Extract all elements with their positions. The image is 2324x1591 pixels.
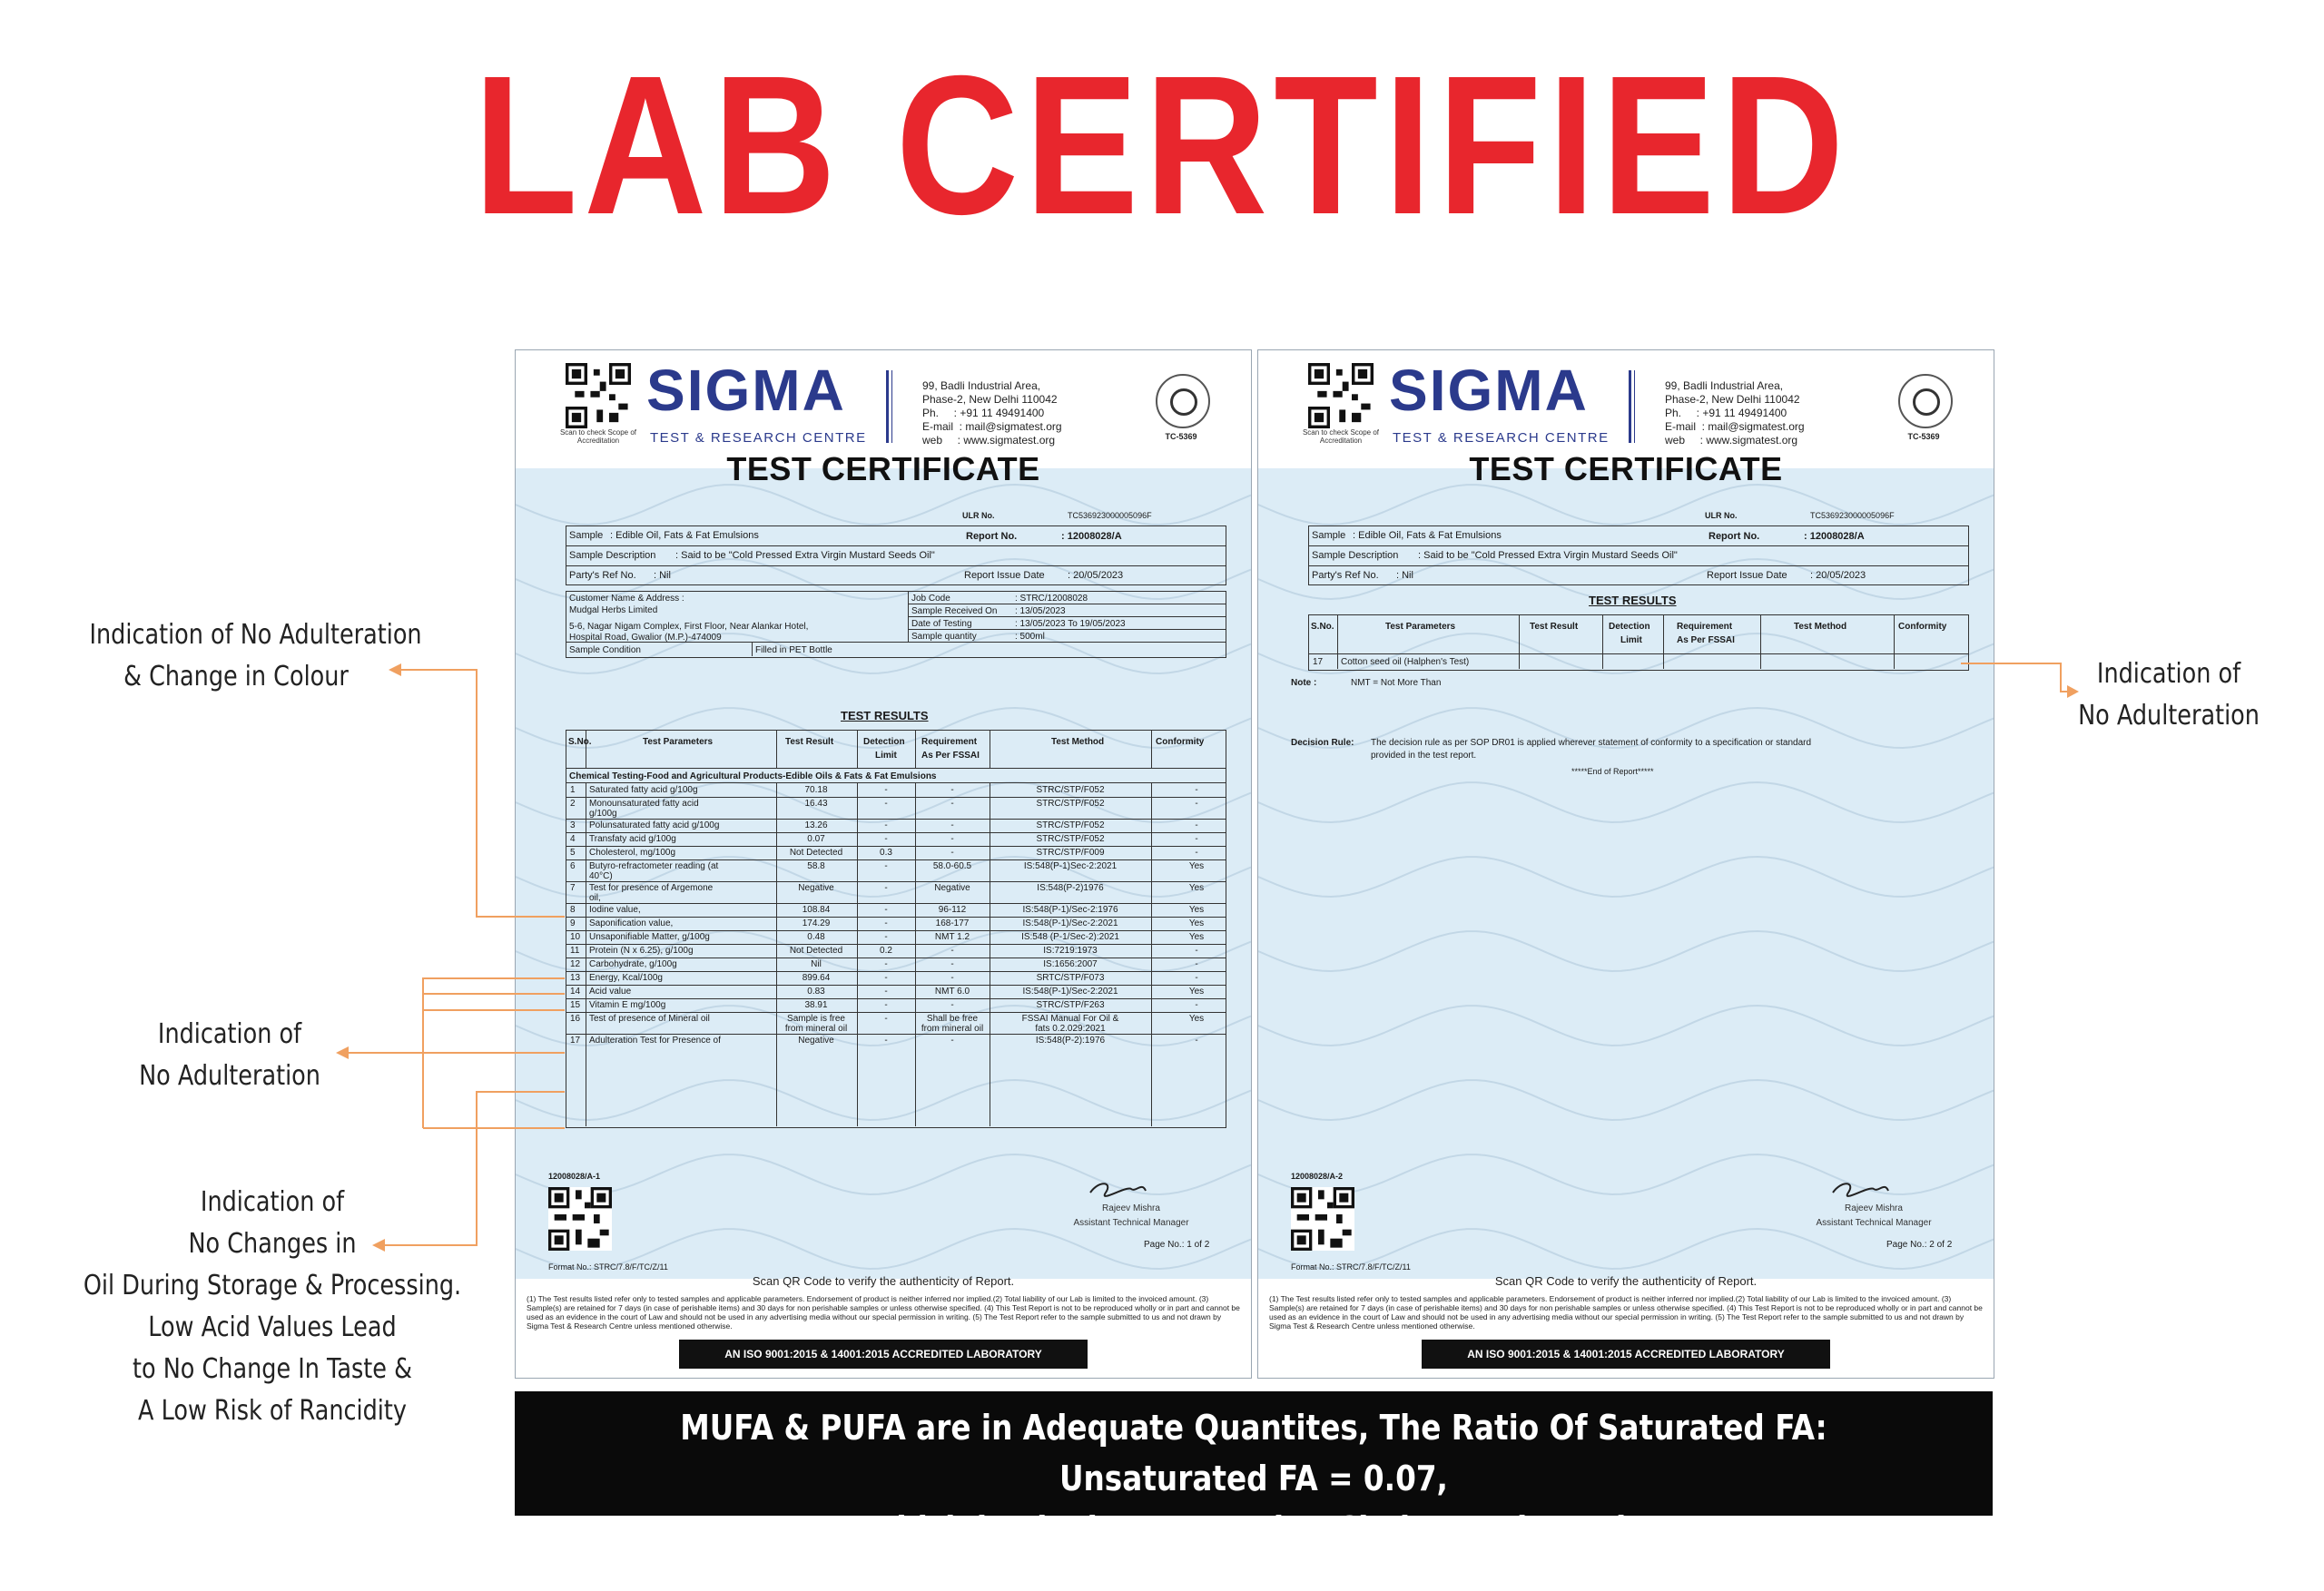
col-sno: S.No.: [568, 737, 592, 747]
row-6-req: 58.0-60.5: [932, 861, 972, 871]
col-req-2: As Per FSSAI: [921, 751, 980, 761]
row-1-method: STRC/STP/F052: [1036, 785, 1105, 795]
row-10-method: IS:548 (P-1/Sec-2):2021: [1021, 932, 1119, 942]
row-9-conf: Yes: [1188, 918, 1205, 928]
row-12-conf: -: [1195, 959, 1198, 969]
row-1-conf: -: [1195, 785, 1198, 795]
row-6-param2: 40°C): [589, 871, 613, 881]
sample-received-value: : 13/05/2023: [1015, 606, 1066, 616]
col-param: Test Parameters: [643, 737, 714, 747]
row-4-limit: -: [884, 834, 888, 844]
customer-name: Mudgal Herbs Limited: [569, 605, 658, 615]
report-issue-date-label: Report Issue Date: [1707, 570, 1787, 581]
row-4-param: Transfaty acid g/100g: [589, 834, 676, 844]
row-13-sno: 13: [570, 973, 581, 983]
row-15-req: -: [950, 1000, 954, 1010]
row-4-req: -: [950, 834, 954, 844]
row-10-limit: -: [884, 932, 888, 942]
row-8-param: Iodine value,: [589, 905, 641, 915]
row-10-result: 0.48: [807, 932, 825, 942]
row-15-limit: -: [884, 1000, 888, 1010]
row-11-conf: -: [1195, 946, 1198, 956]
row-4-conf: -: [1195, 834, 1198, 844]
signatory-name: Rajeev Mishra: [1845, 1203, 1903, 1213]
row-14-conf: Yes: [1188, 987, 1205, 997]
row-12-sno: 12: [570, 959, 581, 969]
row-14-limit: -: [884, 987, 888, 997]
section-header: Chemical Testing-Food and Agricultural Products-Edible Oils & Fats & Fat Emulsions: [569, 771, 937, 781]
qr-caption: Scan to check Scope of Accreditation: [559, 428, 637, 445]
row-1-req: -: [950, 785, 954, 795]
accreditation-bar: AN ISO 9001:2015 & 14001:2015 ACCREDITED LABORATORY: [679, 1340, 1088, 1369]
row-1-param: Saturated fatty acid g/100g: [589, 785, 698, 795]
row-16-param: Test of presence of Mineral oil: [589, 1014, 710, 1024]
row-12-limit: -: [884, 959, 888, 969]
row-7-req: Negative: [934, 883, 970, 893]
ulr-value: TC536923000005096F: [1810, 511, 1895, 520]
party-ref-label: Party's Ref No.: [1312, 570, 1379, 581]
customer-address-1: 5-6, Nagar Nigam Complex, First Floor, Near Alankar Hotel,: [569, 622, 809, 632]
lab-address: 99, Badli Industrial Area, Phase-2, New Delhi 110042 Ph. : +91 11 49491400 E-mail : mail@sigmatest.org web : www.sigmatest.org: [1665, 379, 1805, 447]
row-11-limit: 0.2: [880, 946, 892, 956]
row-11-result: Not Detected: [789, 946, 843, 956]
decision-rule-line-1: The decision rule as per SOP DR01 is applied wherever statement of conformity to a specification or standard: [1371, 738, 1812, 748]
note-value: NMT = Not More Than: [1351, 678, 1442, 688]
sample-quantity-value: : 500ml: [1015, 632, 1045, 642]
row-14-result: 0.83: [807, 987, 825, 997]
row-16-req2: from mineral oil: [921, 1024, 984, 1034]
date-of-testing-label: Date of Testing: [911, 619, 972, 629]
lab-address: 99, Badli Industrial Area, Phase-2, New Delhi 110042 Ph. : +91 11 49491400 E-mail : mail@sigmatest.org web : www.sigmatest.org: [922, 379, 1062, 447]
report-issue-date-value: : 20/05/2023: [1810, 570, 1866, 581]
report-no-label: Report No.: [966, 531, 1018, 542]
row-14-sno: 14: [570, 987, 581, 997]
scan-instruction: Scan QR Code to verify the authenticity of Report.: [752, 1274, 1015, 1288]
col-limit-2: Limit: [875, 751, 897, 761]
note-label: Note :: [1291, 678, 1317, 688]
row-12-req: -: [950, 959, 954, 969]
row-16-result: Sample is free: [787, 1014, 845, 1024]
row-13-conf: -: [1195, 973, 1198, 983]
format-no: Format No.: STRC/7.8/F/TC/Z/11: [1291, 1262, 1411, 1272]
row-2-result: 16.43: [804, 799, 828, 809]
job-code-value: : STRC/12008028: [1015, 594, 1088, 604]
row-3-limit: -: [884, 820, 888, 830]
row-15-result: 38.91: [804, 1000, 828, 1010]
logo-subtitle: TEST & RESEARCH CENTRE: [650, 430, 867, 446]
row-param: Cotton seed oil (Halphen's Test): [1341, 657, 1470, 667]
row-8-limit: -: [884, 905, 888, 915]
row-9-limit: -: [884, 918, 888, 928]
party-ref-value: : Nil: [654, 570, 671, 581]
row-8-method: IS:548(P-1)/Sec-2:1976: [1022, 905, 1118, 915]
col-req-1: Requirement: [921, 737, 978, 747]
banner-line-2: Which is Ideal For Lowering Cholesterol Levels: [863, 1509, 1644, 1549]
row-5-param: Cholesterol, mg/100g: [589, 848, 676, 858]
bottom-banner: [515, 1391, 1993, 1549]
row-13-limit: -: [884, 973, 888, 983]
row-14-method: IS:548(P-1)/Sec-2:2021: [1022, 987, 1118, 997]
row-17-param: Adulteration Test for Presence of: [589, 1036, 721, 1046]
row-3-sno: 3: [570, 820, 576, 830]
row-6-sno: 6: [570, 861, 576, 871]
seal-caption: TC-5369: [1907, 432, 1940, 441]
row-16-conf: Yes: [1188, 1014, 1205, 1024]
row-12-method: IS:1656:2007: [1043, 959, 1098, 969]
row-3-method: STRC/STP/F052: [1036, 820, 1105, 830]
decision-rule-line-2: provided in the test report.: [1371, 751, 1477, 761]
row-5-result: Not Detected: [789, 848, 843, 858]
row-17-sno: 17: [570, 1036, 581, 1046]
logo-subtitle: TEST & RESEARCH CENTRE: [1393, 430, 1610, 446]
row-3-result: 13.26: [804, 820, 828, 830]
col-method: Test Method: [1051, 737, 1105, 747]
row-4-method: STRC/STP/F052: [1036, 834, 1105, 844]
row-5-sno: 5: [570, 848, 576, 858]
sample-value: : Edible Oil, Fats & Fat Emulsions: [610, 530, 759, 541]
row-4-sno: 4: [570, 834, 576, 844]
col-result: Test Result: [1530, 622, 1579, 632]
ulr-value: TC536923000005096F: [1068, 511, 1152, 520]
row-11-param: Protein (N x 6.25), g/100g: [589, 946, 694, 956]
row-8-result: 108.84: [802, 905, 831, 915]
row-17-limit: -: [884, 1036, 888, 1046]
row-16-sno: 16: [570, 1014, 581, 1024]
party-ref-value: : Nil: [1396, 570, 1413, 581]
annotation-colour: Indication of No Adulteration & Change in Colour: [89, 619, 422, 692]
row-13-param: Energy, Kcal/100g: [589, 973, 663, 983]
report-no-label: Report No.: [1709, 531, 1760, 542]
date-of-testing-value: : 13/05/2023 To 19/05/2023: [1015, 619, 1126, 629]
col-limit-1: Detection: [863, 737, 905, 747]
annotation-storage: Indication of No Changes in Oil During Storage & Processing. Low Acid Values Lead to No Change In Taste & A Low Risk of Rancidity: [83, 1186, 462, 1427]
col-conformity: Conformity: [1156, 737, 1205, 747]
sample-description-value: : Said to be "Cold Pressed Extra Virgin Mustard Seeds Oil": [675, 550, 935, 561]
row-9-result: 174.29: [802, 918, 831, 928]
row-9-sno: 9: [570, 918, 576, 928]
row-17-conf: -: [1195, 1036, 1198, 1046]
certificate-title: TEST CERTIFICATE: [1469, 450, 1783, 487]
row-8-req: 96-112: [938, 905, 967, 915]
headline: LAB CERTIFIED: [473, 35, 1851, 256]
row-17-req: -: [950, 1036, 954, 1046]
signatory-name: Rajeev Mishra: [1102, 1203, 1160, 1213]
row-2-conf: -: [1195, 799, 1198, 809]
row-3-req: -: [950, 820, 954, 830]
row-14-req: NMT 6.0: [934, 987, 970, 997]
row-10-conf: Yes: [1188, 932, 1205, 942]
row-15-param: Vitamin E mg/100g: [589, 1000, 666, 1010]
row-3-param: Polunsaturated fatty acid g/100g: [589, 820, 720, 830]
row-6-conf: Yes: [1188, 861, 1205, 871]
row-11-method: IS:7219:1973: [1043, 946, 1098, 956]
party-ref-label: Party's Ref No.: [569, 570, 636, 581]
sample-description-label: Sample Description: [569, 550, 656, 561]
row-1-sno: 1: [570, 785, 576, 795]
page-number: Page No.: 1 of 2: [1144, 1240, 1210, 1250]
row-5-req: -: [950, 848, 954, 858]
annotation-no-adulteration-right: Indication of No Adulteration: [2078, 658, 2260, 732]
row-7-param: Test for presence of Argemone: [589, 883, 714, 893]
page-code: 12008028/A-1: [548, 1172, 601, 1181]
row-5-conf: -: [1195, 848, 1198, 858]
row-6-result: 58.8: [807, 861, 825, 871]
sample-label: Sample: [569, 530, 604, 541]
row-13-method: SRTC/STP/F073: [1036, 973, 1105, 983]
report-issue-date-label: Report Issue Date: [964, 570, 1045, 581]
seal-caption: TC-5369: [1165, 432, 1197, 441]
row-11-req: -: [950, 946, 954, 956]
row-10-req: NMT 1.2: [934, 932, 970, 942]
row-8-sno: 8: [570, 905, 576, 915]
row-7-limit: -: [884, 883, 888, 893]
accreditation-bar: AN ISO 9001:2015 & 14001:2015 ACCREDITED LABORATORY: [1422, 1340, 1830, 1369]
row-sno: 17: [1313, 657, 1324, 667]
row-3-conf: -: [1195, 820, 1198, 830]
qr-caption: Scan to check Scope of Accreditation: [1302, 428, 1380, 445]
row-12-result: Nil: [811, 959, 822, 969]
customer-address-2: Hospital Road, Gwalior (M.P.)-474009: [569, 633, 722, 643]
footnote: (1) The Test results listed refer only to tested samples and applicable parameters. Endorsement of product is neither inferred nor implied.(2) Total liability of our Lab is limited to the invoiced amount. (3) Sample(s) are retained for 7 days (in case of perishable items) and 30 days for non perishable samples or unless otherwise specified. (4) This Test Report is not to be reproduced wholly or in part and cannot be used as an evidence in the court of Law and should not be used in any advertising media without our special permission in writing. (5) The Test Report refer to the sample submitted to us and not drawn by Sigma Test & Research Centre unless mentioned otherwise.: [527, 1294, 1240, 1331]
row-2-req: -: [950, 799, 954, 809]
sample-value: : Edible Oil, Fats & Fat Emulsions: [1353, 530, 1502, 541]
sigma-logo: SIGMA: [646, 358, 846, 423]
ulr-label: ULR No.: [1705, 511, 1738, 520]
format-no: Format No.: STRC/7.8/F/TC/Z/11: [548, 1262, 668, 1272]
sample-condition-value: Filled in PET Bottle: [755, 645, 832, 655]
sample-received-label: Sample Received On: [911, 606, 998, 616]
row-16-method2: fats 0.2.029:2021: [1035, 1024, 1106, 1034]
row-13-req: -: [950, 973, 954, 983]
report-issue-date-value: : 20/05/2023: [1068, 570, 1124, 581]
customer-label: Customer Name & Address :: [569, 594, 684, 604]
row-15-sno: 15: [570, 1000, 581, 1010]
scan-instruction: Scan QR Code to verify the authenticity of Report.: [1494, 1274, 1758, 1288]
row-4-result: 0.07: [807, 834, 825, 844]
sample-condition-label: Sample Condition: [569, 645, 641, 655]
report-no-value: : 12008028/A: [1804, 531, 1865, 542]
row-8-conf: Yes: [1188, 905, 1205, 915]
sample-label: Sample: [1312, 530, 1346, 541]
row-9-param: Saponification value,: [589, 918, 674, 928]
page-code: 12008028/A-2: [1291, 1172, 1344, 1181]
col-method: Test Method: [1794, 622, 1847, 632]
row-11-sno: 11: [570, 946, 580, 956]
row-7-result: Negative: [798, 883, 834, 893]
col-param: Test Parameters: [1385, 622, 1456, 632]
row-16-req: Shall be free: [926, 1014, 979, 1024]
row-7-method: IS:548(P-2)1976: [1037, 883, 1104, 893]
sample-description-label: Sample Description: [1312, 550, 1399, 561]
row-15-conf: -: [1195, 1000, 1198, 1010]
row-16-method: FSSAI Manual For Oil &: [1021, 1014, 1119, 1024]
row-5-limit: 0.3: [880, 848, 892, 858]
row-7-sno: 7: [570, 883, 576, 893]
row-1-limit: -: [884, 785, 888, 795]
annotation-no-adulteration-left: Indication of No Adulteration: [139, 1018, 320, 1092]
row-2-method: STRC/STP/F052: [1036, 799, 1105, 809]
col-conformity: Conformity: [1898, 622, 1947, 632]
row-2-param2: g/100g: [589, 809, 617, 819]
row-6-param: Butyro-refractometer reading (at: [589, 861, 719, 871]
banner-line-1: MUFA & PUFA are in Adequate Quantites, The Ratio Of Saturated FA: Unsaturated FA = 0.07,: [680, 1408, 1827, 1498]
col-limit-2: Limit: [1620, 635, 1642, 645]
signatory-title: Assistant Technical Manager: [1073, 1218, 1189, 1228]
col-limit-1: Detection: [1609, 622, 1650, 632]
row-7-conf: Yes: [1188, 883, 1205, 893]
decision-rule-label: Decision Rule:: [1291, 738, 1354, 748]
test-results-title: TEST RESULTS: [841, 709, 929, 722]
row-2-limit: -: [884, 799, 888, 809]
col-req-1: Requirement: [1677, 622, 1733, 632]
row-9-method: IS:548(P-1)/Sec-2:2021: [1022, 918, 1118, 928]
sigma-logo: SIGMA: [1389, 358, 1589, 423]
row-10-sno: 10: [570, 932, 581, 942]
report-no-value: : 12008028/A: [1061, 531, 1122, 542]
end-of-report: *****End of Report*****: [1571, 767, 1654, 776]
row-1-result: 70.18: [804, 785, 828, 795]
row-15-method: STRC/STP/F263: [1036, 1000, 1105, 1010]
row-7-param2: oil,: [589, 893, 601, 903]
page-number: Page No.: 2 of 2: [1886, 1240, 1953, 1250]
test-results-title: TEST RESULTS: [1589, 594, 1677, 607]
col-req-2: As Per FSSAI: [1677, 635, 1735, 645]
row-9-req: 168-177: [935, 918, 970, 928]
row-2-param: Monounsaturated fatty acid: [589, 799, 699, 809]
row-10-param: Unsaponifiable Matter, g/100g: [589, 932, 710, 942]
row-6-limit: -: [884, 861, 888, 871]
sample-quantity-label: Sample quantity: [911, 632, 977, 642]
col-result: Test Result: [785, 737, 834, 747]
row-2-sno: 2: [570, 799, 576, 809]
row-16-result2: from mineral oil: [784, 1024, 848, 1034]
row-16-limit: -: [884, 1014, 888, 1024]
row-12-param: Carbohydrate, g/100g: [589, 959, 677, 969]
signatory-title: Assistant Technical Manager: [1816, 1218, 1932, 1228]
row-5-method: STRC/STP/F009: [1036, 848, 1105, 858]
certificate-title: TEST CERTIFICATE: [726, 450, 1040, 487]
row-17-result: Negative: [798, 1036, 834, 1046]
sample-description-value: : Said to be "Cold Pressed Extra Virgin Mustard Seeds Oil": [1418, 550, 1678, 561]
ulr-label: ULR No.: [962, 511, 995, 520]
footnote: (1) The Test results listed refer only to tested samples and applicable parameters. Endorsement of product is neither inferred nor implied.(2) Total liability of our Lab is limited to the invoiced amount. (3) Sample(s) are retained for 7 days (in case of perishable items) and 30 days for non perishable samples or unless otherwise specified. (4) This Test Report is not to be reproduced wholly or in part and cannot be used as an evidence in the court of Law and should not be used in any advertising media without our special permission in writing. (5) The Test Report refer to the sample submitted to us and not drawn by Sigma Test & Research Centre unless mentioned otherwise.: [1269, 1294, 1983, 1331]
row-14-param: Acid value: [589, 987, 632, 997]
job-code-label: Job Code: [911, 594, 950, 604]
row-17-method: IS:548(P-2):1976: [1035, 1036, 1106, 1046]
col-sno: S.No.: [1311, 622, 1334, 632]
row-13-result: 899.64: [802, 973, 831, 983]
row-6-method: IS:548(P-1)Sec-2:2021: [1023, 861, 1118, 871]
